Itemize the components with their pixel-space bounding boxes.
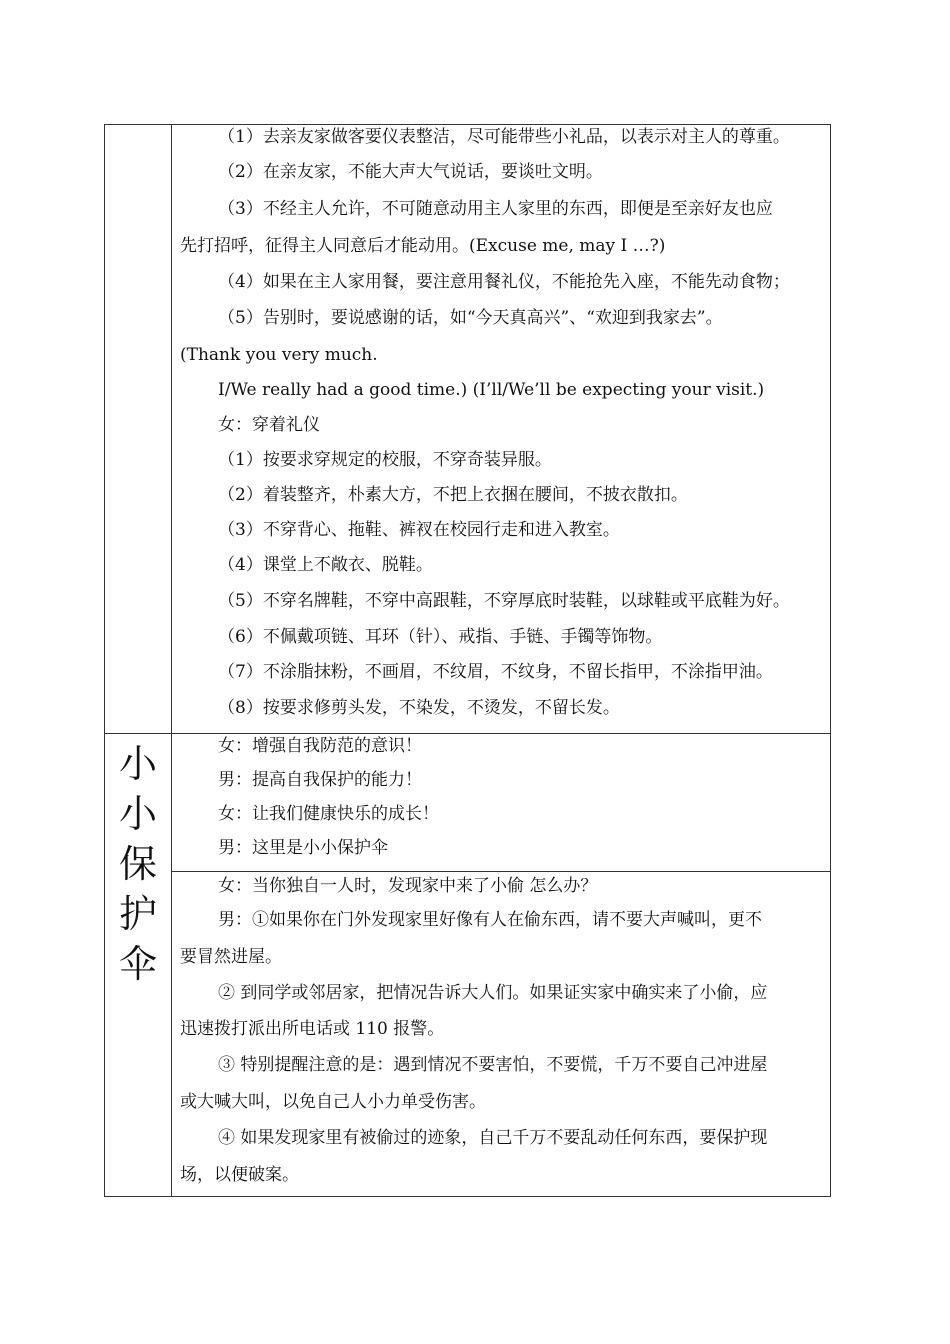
text-line: （5）不穿名牌鞋，不穿中高跟鞋，不穿厚底时装鞋，以球鞋或平底鞋为好。	[218, 591, 790, 611]
dialogue-line: 女：增强自我防范的意识！	[218, 736, 422, 756]
dialogue-line: 男：提高自我保护的能力！	[218, 770, 422, 790]
body-line: 迅速拨打派出所电话或 110 报警。	[180, 1019, 445, 1039]
text-line: （8）按要求修剪头发，不染发，不烫发，不留长发。	[218, 698, 620, 718]
body-line: ③ 特别提醒注意的是：遇到情况不要害怕，不要慌，千万不要自己冲进屋	[218, 1055, 768, 1075]
text-line: （3）不经主人允许，不可随意动用主人家里的东西，即便是至亲好友也应	[218, 199, 773, 219]
body-line: 场，以便破案。	[180, 1165, 299, 1185]
title-char: 护	[118, 892, 157, 936]
title-char: 保	[118, 842, 157, 886]
row-divider	[105, 733, 830, 734]
text-line: 先打招呼，征得主人同意后才能动用。(Excuse me, may I …?)	[180, 236, 666, 256]
text-line: （6）不佩戴项链、耳环（针）、戒指、手链、手镯等饰物。	[218, 627, 663, 647]
text-line: (Thank you very much.	[180, 345, 378, 365]
body-line: 要冒然进屋。	[180, 947, 282, 967]
text-line: （4）课堂上不敞衣、脱鞋。	[218, 555, 433, 575]
text-line: （7）不涂脂抹粉，不画眉，不纹眉，不纹身，不留长指甲，不涂指甲油。	[218, 662, 773, 682]
body-line: ④ 如果发现家里有被偷过的迹象，自己千万不要乱动任何东西，要保护现	[218, 1128, 768, 1148]
text-line: 女：穿着礼仪	[218, 415, 320, 435]
body-line: 男：①如果你在门外发现家里好像有人在偷东西，请不要大声喊叫，更不	[218, 910, 762, 930]
title-char: 小	[118, 792, 157, 836]
body-line: 或大喊大叫，以免自己人小力单受伤害。	[180, 1092, 486, 1112]
dialogue-line: 女：让我们健康快乐的成长！	[218, 804, 439, 824]
section-title-vertical	[105, 739, 171, 989]
text-line: （2）着装整齐，朴素大方，不把上衣捆在腰间，不披衣散扣。	[218, 485, 688, 505]
text-line: （5）告别时，要说感谢的话，如“今天真高兴”、“欢迎到我家去”。	[218, 308, 723, 328]
text-line: （1）去亲友家做客要仪表整洁，尽可能带些小礼品，以表示对主人的尊重。	[218, 127, 790, 147]
text-line: （2）在亲友家，不能大声大气说话，要谈吐文明。	[218, 162, 603, 182]
title-char: 小	[118, 742, 157, 786]
body-line: ② 到同学或邻居家，把情况告诉大人们。如果证实家中确实来了小偷，应	[218, 983, 768, 1003]
body-line: 女：当你独自一人时，发现家中来了小偷 怎么办？	[218, 876, 598, 896]
text-line: （1）按要求穿规定的校服，不穿奇装异服。	[218, 450, 552, 470]
row-divider-right	[171, 871, 830, 872]
column-divider	[171, 125, 172, 1196]
text-line: I/We really had a good time.) (I’ll/We’ll be expecting your visit.)	[218, 380, 765, 400]
title-char: 伞	[118, 942, 157, 986]
text-line: （4）如果在主人家用餐，要注意用餐礼仪，不能抢先入座，不能先动食物；	[218, 272, 790, 292]
dialogue-line: 男：这里是小小保护伞	[218, 838, 388, 858]
text-line: （3）不穿背心、拖鞋、裤衩在校园行走和进入教室。	[218, 520, 620, 540]
